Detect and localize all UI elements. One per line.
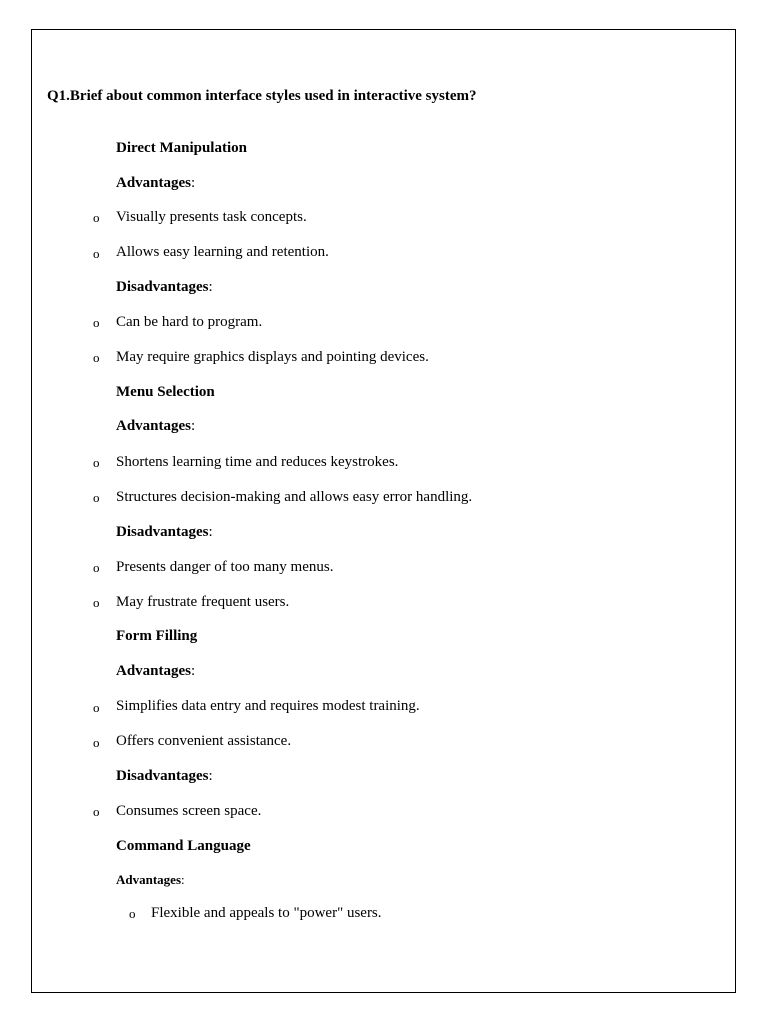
bullet-marker: o xyxy=(93,350,100,365)
section-title-command-language: Command Language xyxy=(116,838,251,854)
bullet-marker: o xyxy=(93,735,100,750)
list-item: May frustrate frequent users. xyxy=(116,594,290,610)
question-heading: Q1.Brief about common interface styles used in interactive system? xyxy=(47,88,477,104)
bullet-marker: o xyxy=(93,700,100,715)
bullet-marker: o xyxy=(93,315,100,330)
list-item: Offers convenient assistance. xyxy=(116,733,292,749)
list-item: Structures decision-making and allows easy error handling. xyxy=(116,489,473,505)
bullet-marker: o xyxy=(93,455,100,470)
advantages-label: Advantages: xyxy=(116,872,185,887)
section-title-form-filling: Form Filling xyxy=(116,628,198,644)
list-item: Visually presents task concepts. xyxy=(116,209,307,225)
list-item: Consumes screen space. xyxy=(116,803,262,819)
bullet-marker: o xyxy=(129,906,136,921)
disadvantages-label: Disadvantages: xyxy=(116,279,213,295)
list-item: Presents danger of too many menus. xyxy=(116,559,334,575)
advantages-label: Advantages: xyxy=(116,663,196,679)
bullet-marker: o xyxy=(93,246,100,261)
list-item: Allows easy learning and retention. xyxy=(116,244,329,260)
bullet-marker: o xyxy=(93,560,100,575)
advantages-label: Advantages: xyxy=(116,418,196,434)
list-item: Shortens learning time and reduces keystrokes. xyxy=(116,454,399,470)
bullet-marker: o xyxy=(93,210,100,225)
list-item: Can be hard to program. xyxy=(116,314,263,330)
bullet-marker: o xyxy=(93,804,100,819)
disadvantages-label: Disadvantages: xyxy=(116,524,213,540)
list-item: Flexible and appeals to "power" users. xyxy=(151,905,382,921)
bullet-marker: o xyxy=(93,595,100,610)
section-title-direct-manipulation: Direct Manipulation xyxy=(116,140,247,156)
section-title-menu-selection: Menu Selection xyxy=(116,384,215,400)
advantages-label: Advantages: xyxy=(116,175,196,191)
bullet-marker: o xyxy=(93,490,100,505)
disadvantages-label: Disadvantages: xyxy=(116,768,213,784)
list-item: May require graphics displays and pointing devices. xyxy=(116,349,429,365)
list-item: Simplifies data entry and requires modest training. xyxy=(116,698,420,714)
